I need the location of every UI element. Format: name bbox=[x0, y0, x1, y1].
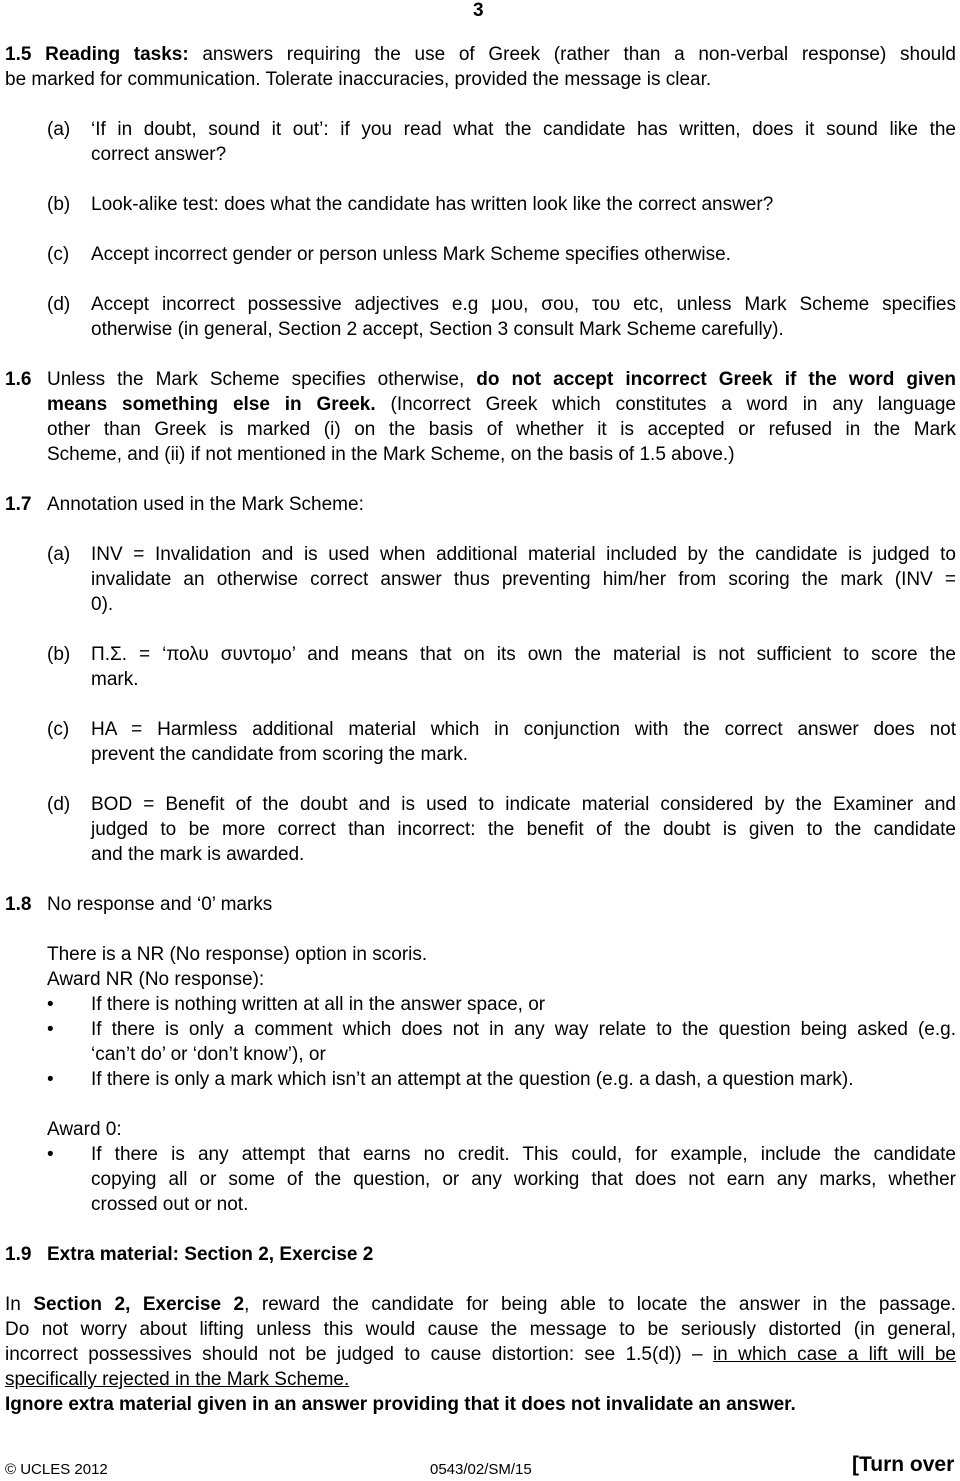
item-label: (a) bbox=[47, 544, 71, 565]
item-text: BOD = Benefit of the doubt and is used to indicate material considered by the Examiner and bbox=[91, 794, 956, 815]
item-label: (d) bbox=[47, 294, 71, 315]
item-text: Accept incorrect possessive adjectives e.g μου, σου, του etc, unless Mark Scheme specifies bbox=[91, 294, 956, 315]
item-text: INV = Invalidation and is used when additional material included by the candidate is judged to bbox=[91, 544, 956, 565]
paragraph: Award 0: bbox=[47, 1119, 122, 1140]
list-item: copying all or some of the question, or any working that does not earn any marks, whether bbox=[91, 1169, 956, 1190]
paragraph: Award NR (No response): bbox=[47, 969, 265, 990]
item-label: (b) bbox=[47, 194, 71, 215]
list-item: If there is only a mark which isn’t an attempt at the question (e.g. a dash, a question mark). bbox=[91, 1069, 854, 1090]
section-1-5-intro-line1: 1.5 Reading tasks: answers requiring the use of Greek (rather than a non-verbal response) should bbox=[5, 44, 956, 65]
page-number: 3 bbox=[473, 0, 484, 21]
section-1-9-line3: incorrect possessives should not be judged to cause distortion: see 1.5(d)) – in which case a lift will be bbox=[5, 1344, 956, 1365]
bullet-icon: • bbox=[47, 994, 54, 1015]
section-num: 1.8 bbox=[5, 894, 32, 915]
bullet-icon: • bbox=[47, 1144, 54, 1165]
item-text: invalidate an otherwise correct answer thus preventing him/her from scoring the mark (INV = bbox=[91, 569, 956, 590]
section-1-6-line2: means something else in Greek. (Incorrect Greek which constitutes a word in any language bbox=[47, 394, 956, 415]
list-item: If there is nothing written at all in the answer space, or bbox=[91, 994, 546, 1015]
item-text: Look-alike test: does what the candidate has written look like the correct answer? bbox=[91, 194, 774, 215]
section-1-6-line1: Unless the Mark Scheme specifies otherwise, do not accept incorrect Greek if the word given bbox=[47, 369, 956, 390]
section-1-9-line5: Ignore extra material given in an answer providing that it does not invalidate an answer. bbox=[5, 1394, 796, 1415]
section-heading: No response and ‘0’ marks bbox=[47, 894, 273, 915]
item-label: (b) bbox=[47, 644, 71, 665]
item-text: prevent the candidate from scoring the mark. bbox=[91, 744, 469, 765]
item-label: (a) bbox=[47, 119, 71, 140]
item-text: Accept incorrect gender or person unless Mark Scheme specifies otherwise. bbox=[91, 244, 731, 265]
list-item: ‘can’t do’ or ‘don’t know’), or bbox=[91, 1044, 326, 1065]
list-item: If there is only a comment which does not in any way relate to the question being asked (e.g. bbox=[91, 1019, 956, 1040]
footer-code: 0543/02/SM/15 bbox=[430, 1461, 532, 1478]
bullet-icon: • bbox=[47, 1019, 54, 1040]
item-text: and the mark is awarded. bbox=[91, 844, 305, 865]
list-item: crossed out or not. bbox=[91, 1194, 249, 1215]
item-label: (c) bbox=[47, 719, 70, 740]
section-num: 1.6 bbox=[5, 369, 32, 390]
item-text: correct answer? bbox=[91, 144, 227, 165]
section-1-9-line1: In Section 2, Exercise 2, reward the candidate for being able to locate the answer in the passage. bbox=[5, 1294, 956, 1315]
section-1-5-intro-line2: be marked for communication. Tolerate inaccuracies, provided the message is clear. bbox=[5, 69, 712, 90]
section-1-6-line4: Scheme, and (ii) if not mentioned in the Mark Scheme, on the basis of 1.5 above.) bbox=[47, 444, 735, 465]
footer-turn-over: [Turn over bbox=[852, 1453, 955, 1476]
item-text: judged to be more correct than incorrect: the benefit of the doubt is given to the candidate bbox=[91, 819, 956, 840]
section-1-9-line2: Do not worry about lifting unless this would cause the message to be seriously distorted (in general, bbox=[5, 1319, 956, 1340]
paragraph: There is a NR (No response) option in scoris. bbox=[47, 944, 428, 965]
item-text: Π.Σ. = ‘πολυ συντομο’ and means that on its own the material is not sufficient to score the bbox=[91, 644, 956, 665]
section-heading: Reading tasks: bbox=[45, 44, 189, 65]
item-text: otherwise (in general, Section 2 accept, Section 3 consult Mark Scheme carefully). bbox=[91, 319, 784, 340]
section-num: 1.5 bbox=[5, 44, 32, 65]
list-item: If there is any attempt that earns no credit. This could, for example, include the candidate bbox=[91, 1144, 956, 1165]
footer-copyright: © UCLES 2012 bbox=[5, 1461, 108, 1478]
section-1-6-line3: other than Greek is marked (i) on the basis of whether it is accepted or refused in the Mark bbox=[47, 419, 956, 440]
section-num: 1.9 bbox=[5, 1244, 32, 1265]
item-text: HA = Harmless additional material which in conjunction with the correct answer does not bbox=[91, 719, 956, 740]
item-text: 0). bbox=[91, 594, 114, 615]
item-label: (c) bbox=[47, 244, 70, 265]
item-text: ‘If in doubt, sound it out’: if you read what the candidate has written, does it sound like the bbox=[91, 119, 956, 140]
item-text: mark. bbox=[91, 669, 139, 690]
section-heading: Extra material: Section 2, Exercise 2 bbox=[47, 1244, 374, 1265]
section-heading: Annotation used in the Mark Scheme: bbox=[47, 494, 364, 515]
section-1-9-line4: specifically rejected in the Mark Scheme. bbox=[5, 1369, 350, 1390]
bullet-icon: • bbox=[47, 1069, 54, 1090]
section-num: 1.7 bbox=[5, 494, 32, 515]
item-label: (d) bbox=[47, 794, 71, 815]
